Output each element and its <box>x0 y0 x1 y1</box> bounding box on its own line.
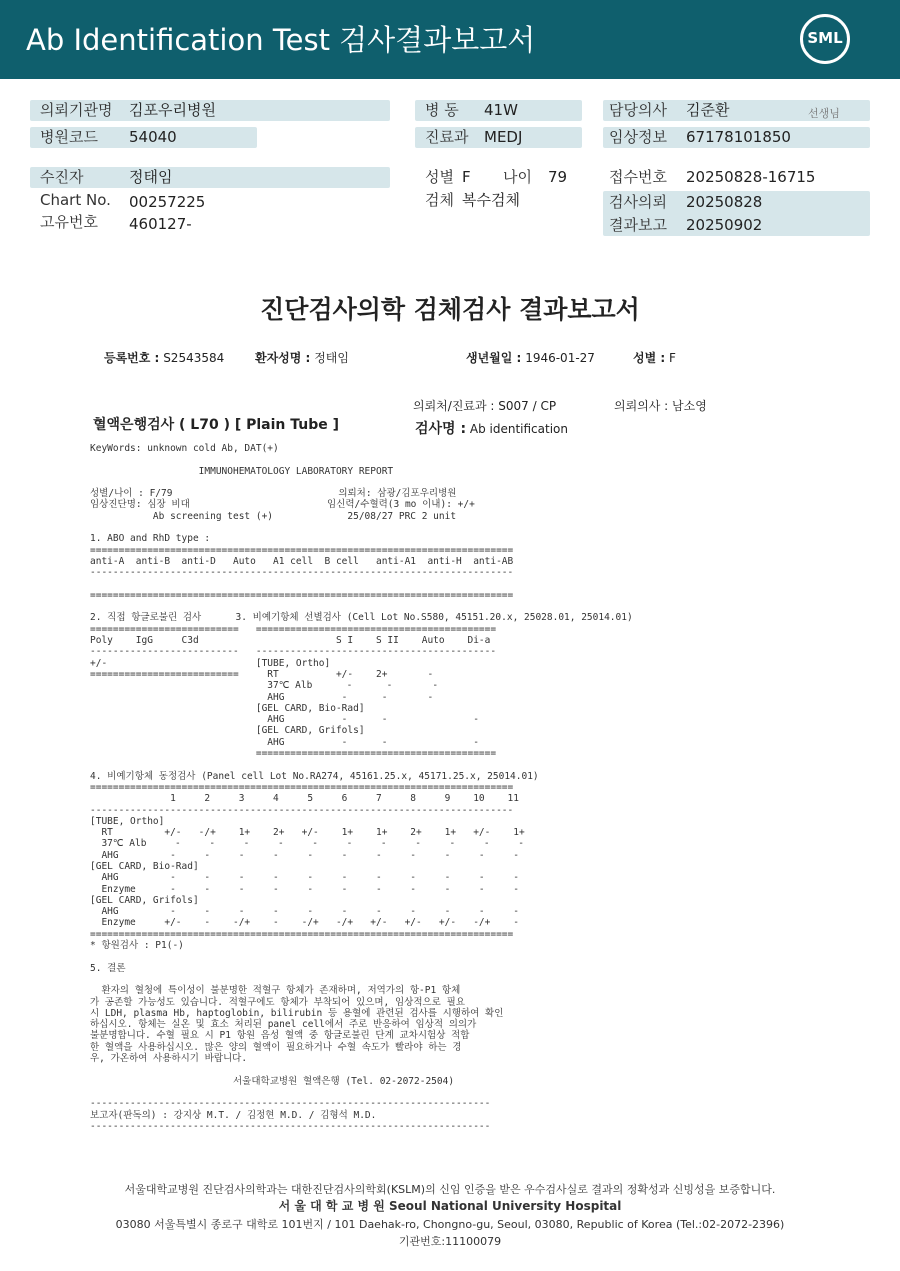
footer-hospital: 서 울 대 학 교 병 원 Seoul National University Hospital <box>278 1199 622 1213</box>
test-label: 검사명 : <box>415 421 467 437</box>
clinical-value: 67178101850 <box>686 128 791 146</box>
result-label: 결과보고 <box>609 216 667 234</box>
bar-patient <box>30 167 390 188</box>
id-value: 460127- <box>129 215 192 233</box>
specimen-value: 복수검체 <box>462 191 520 209</box>
footer-cert: 서울대학교병원 진단검사의학과는 대한진단검사의학회(KSLM)의 신임 인증을 받은 우수검사실로 결과의 정확성과 신빙성을 보증합니다. <box>124 1183 776 1196</box>
doctor-label: 담당의사 <box>609 101 667 119</box>
dob-label: 생년월일 : <box>466 351 522 365</box>
dept-line: 의뢰처/진료과 : S007 / CP <box>413 399 557 413</box>
code-label: 병원코드 <box>40 128 98 146</box>
hospital-value: 김포우리병원 <box>129 101 216 119</box>
sex-label: 성별 <box>425 168 454 186</box>
ward-label: 병 동 <box>425 101 459 119</box>
age-label: 나이 <box>503 168 532 186</box>
receipt-label: 접수번호 <box>609 168 667 186</box>
doctor-suffix: 선생님 <box>808 107 840 120</box>
patient-label: 수진자 <box>40 168 84 186</box>
clinical-label: 임상정보 <box>609 128 667 146</box>
result-value: 20250902 <box>686 216 763 234</box>
dob-value: 1946-01-27 <box>525 351 595 365</box>
code-value: 54040 <box>129 128 177 146</box>
header-bar <box>0 0 900 79</box>
report-sex-label: 성별 : <box>633 351 666 365</box>
id-label: 고유번호 <box>40 213 98 231</box>
receipt-value: 20250828-16715 <box>686 168 816 186</box>
test-value: Ab identification <box>469 422 568 436</box>
dept-label: 진료과 <box>425 128 469 146</box>
logo-text: SML <box>807 29 843 47</box>
request-label: 검사의뢰 <box>609 193 667 211</box>
report-title: 진단검사의학 검체검사 결과보고서 <box>260 295 640 324</box>
section-title: 혈액은행검사 ( L70 ) [ Plain Tube ] <box>93 417 340 433</box>
footer-org-no: 기관번호:11100079 <box>398 1235 502 1248</box>
name-label: 환자성명 : <box>255 351 311 365</box>
ward-value: 41W <box>484 101 518 119</box>
footer-address: 03080 서울특별시 종로구 대학로 101번지 / 101 Daehak-ro, Chongno-gu, Seoul, 03080, Republic of Korea (Tel.:02-2072-2396) <box>115 1218 785 1231</box>
chart-value: 00257225 <box>129 193 206 211</box>
patient-value: 정태임 <box>129 168 173 186</box>
hospital-label: 의뢰기관명 <box>40 101 113 119</box>
name-value: 정태임 <box>314 351 349 365</box>
reg-label: 등록번호 : <box>104 351 160 365</box>
dept-value: MEDJ <box>484 128 523 146</box>
age-value: 79 <box>548 168 568 186</box>
chart-label: Chart No. <box>40 191 111 209</box>
doctor-line: 의뢰의사 : 남소영 <box>614 399 707 413</box>
header-title: Ab Identification Test 검사결과보고서 <box>26 23 536 57</box>
report-body: KeyWords: unknown cold Ab, DAT(+) IMMUNOHEMATOLOGY LABORATORY REPORT 성별/나이 : F/79 의뢰처: 삼광/김포우리병원 임상진단명: 심장 비대 임신력/수혈력(3 mo 이내): +/+ Ab screening test (+) 25/08/27 PRC 2 unit 1. ABO and RhD type : ========================================================================== anti-A anti-B anti-D Auto A1 cell B cell anti-A1 anti-H anti-AB -------------------------------------------------------------------------- ========================================================================== 2. 직접 항글로불린 검사 3. 비예기항체 선별검사 (Cell Lot No.S580, 45151.20.x, 25028.01, 25014.01) ========================== ========================================== Poly IgG C3d S I S II Auto Di-a -------------------------- ------------------------------------------ +/- [TUBE, Ortho] ========================== RT +/- 2+ - 37℃ Alb - - - AHG - - - [GEL CARD, Bio-Rad] AHG - - - [GEL CARD, Grifols] AHG - - - ========================================== 4. 비예기항체 동정검사 (Panel cell Lot No.RA274, 45161.25.x, 45171.25.x, 25014.01) ========================================================================== 1 2 3 4 5 6 7 8 9 10 11 -------------------------------------------------------------------------- [TUBE, Ortho] RT +/- -/+ 1+ 2+ +/- 1+ 1+ 2+ 1+ +/- 1+ 37℃ Alb - - - - - - - - - - - AHG - - - - - - - - - - - [GEL CARD, Bio-Rad] AHG - - - - - - - - - - - Enzyme - - - - - - - - - - - [GEL CARD, Grifols] AHG - - - - - - - - - - - Enzyme +/- - -/+ - -/+ -/+ +/- +/- +/- -/+ - ========================================================================== * 항원검사 : P1(-) 5. 결론 환자의 혈청에 특이성이 불분명한 적혈구 항체가 존재하며, 저역가의 항-P1 항체 가 공존할 가능성도 있습니다. 적혈구에도 항체가 부착되어 있으며, 임상적으로 필요 시 LDH, plasma Hb, haptoglobin, bilirubin 등 용혈에 관련된 검사를 시행하여 확인 하십시오. 항체는 실온 및 효소 처리된 panel cell에서 주로 반응하여 임상적 의의가 불분명합니다. 수혈 필요 시 P1 항원 음성 혈액 중 항글로불린 단계 교차시험상 적합 한 혈액을 사용하십시오. 많은 양의 혈액이 필요하거나 수혈 속도가 빨라야 하는 경 우, 가온하여 사용하시기 바랍니다. 서울대학교병원 혈액은행 (Tel. 02-2072-2504) ---------------------------------------------------------------------- 보고자(판독의) : 강지상 M.T. / 김정현 M.D. / 김형석 M.D. ---------------------------------------------------------------------- <box>90 443 633 1132</box>
sex-value: F <box>462 168 471 186</box>
reg-value: S2543584 <box>163 351 225 365</box>
doctor-value: 김준환 <box>686 101 730 119</box>
sml-logo <box>800 14 850 64</box>
request-value: 20250828 <box>686 193 763 211</box>
report-sex-value: F <box>669 351 676 365</box>
specimen-label: 검체 <box>425 191 454 209</box>
